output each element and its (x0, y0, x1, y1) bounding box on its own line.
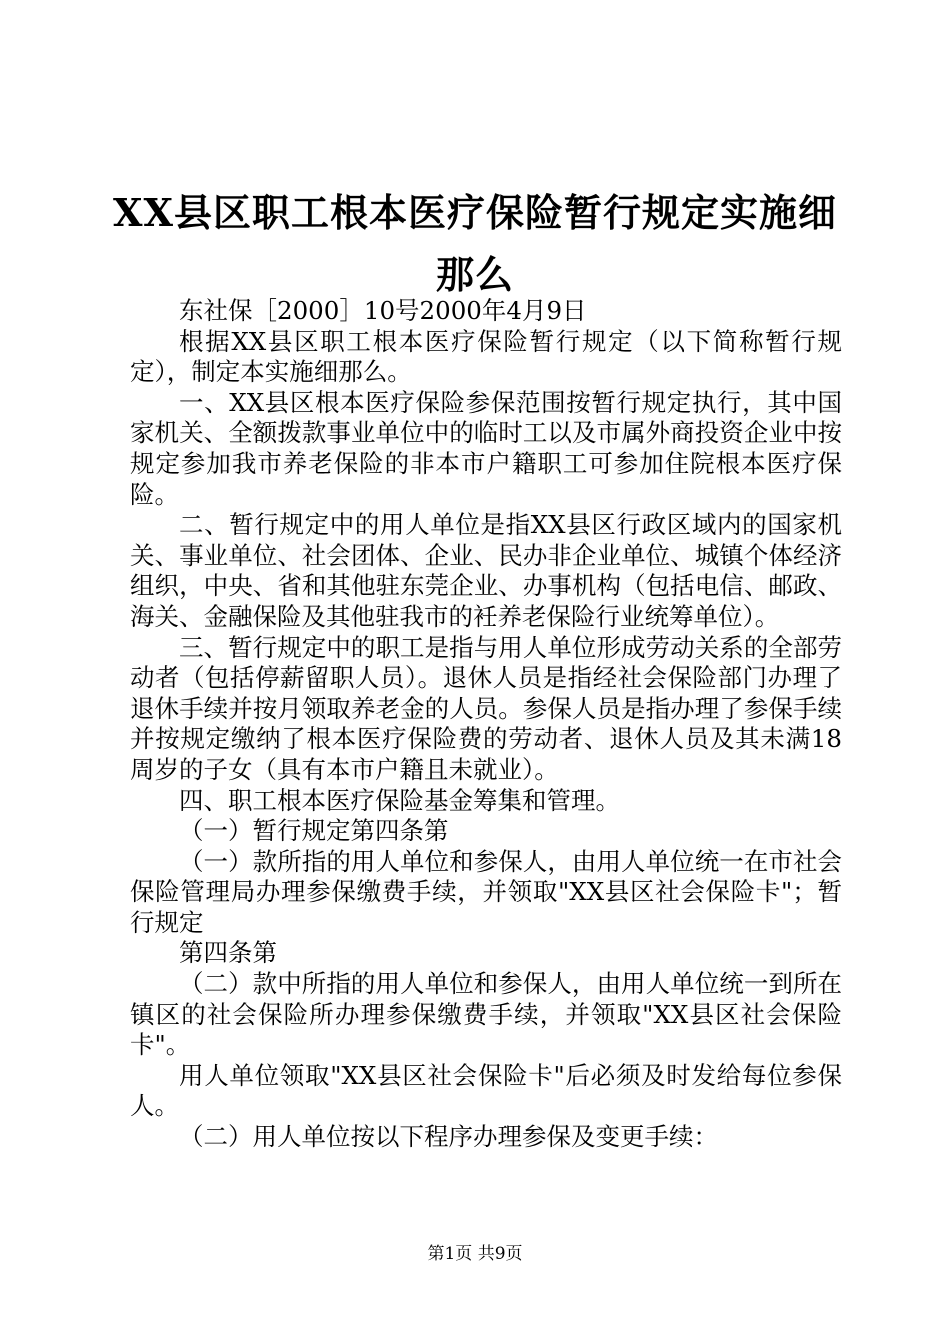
document-body (130, 296, 842, 1153)
paragraph-subsection-2: （二）用人单位按以下程序办理参保及变更手续： (179, 1122, 718, 1152)
paragraph-card-distribution: 用人单位领取"XX县区社会保险卡"后必须及时发给每位参保人。 (130, 1060, 842, 1121)
paragraph-section-1: 一、XX县区根本医疗保险参保范围按暂行规定执行，其中国家机关、全额拨款事业单位中的临时工以及市属外商投资企业中按规定参加我市养老保险的非本市户籍职工可参加住院根本医疗保险。 (130, 387, 842, 509)
paragraph-section-2: 二、暂行规定中的用人单位是指XX县区行政区域内的国家机关、事业单位、社会团体、企业、民办非企业单位、城镇个体经济组织，中央、省和其他驻东莞企业、办事机构（包括电信、邮政、海关、金融保险及其他驻我市的衽养老保险行业统筹单位）。 (130, 510, 842, 631)
paragraph-section-4: 四、职工根本医疗保险基金筹集和管理。 (179, 785, 620, 815)
paragraph-subsection-1: （一）暂行规定第四条第 (179, 816, 449, 846)
paragraph-intro: 根据XX县区职工根本医疗保险暂行规定（以下简称暂行规定），制定本实施细那么。 (130, 326, 842, 387)
paragraph-item-2: （二）款中所指的用人单位和参保人，由用人单位统一到所在镇区的社会保险所办理参保缴费手续，并领取"XX县区社会保险卡"。 (130, 969, 842, 1060)
paragraph-article-4: 第四条第 (179, 938, 277, 968)
paragraph-item-1: （一）款所指的用人单位和参保人，由用人单位统一在市社会保险管理局办理参保缴费手续，并领取"XX县区社会保险卡"；暂行规定 (130, 846, 842, 937)
document-title: XX县区职工根本医疗保险暂行规定实施细那么 (113, 190, 837, 297)
page-footer: 第1页 共9页 (427, 1244, 523, 1264)
paragraph-section-3: 三、暂行规定中的职工是指与用人单位形成劳动关系的全部劳动者（包括停薪留职人员）。退休人员是指经社会保险部门办理了退休手续并按月领取养老金的人员。参保人员是指办理了参保手续并按规定缴纳了根本医疗保险费的劳动者、退休人员及其未满18周岁的子女（具有本市户籍且未就业）。 (130, 632, 842, 784)
document-number: 东社保［2000］10号2000年4月9日 (179, 296, 587, 325)
